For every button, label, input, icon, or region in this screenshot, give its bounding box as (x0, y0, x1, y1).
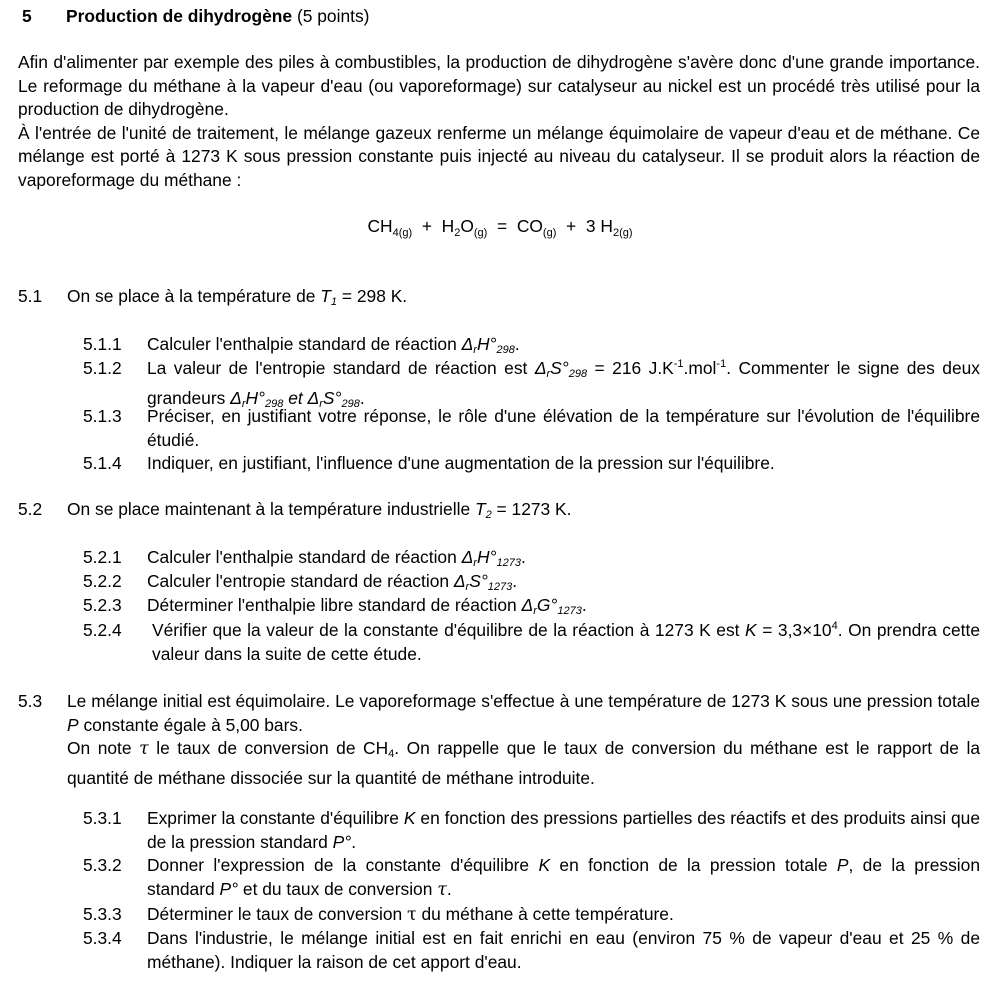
question-5-2-3: 5.2.3 Déterminer l'enthalpie libre standard de réaction $\Delta_rG^\circ_{1273}$. (83, 595, 587, 617)
question-label: 5.3 (18, 691, 43, 711)
question-5-2: 5.2 On se place maintenant à la température industrielle $T_2 = 1273$ K. (18, 499, 572, 521)
section-number: 5 (22, 6, 32, 26)
question-5-3-1: 5.3.1 Exprimer la constante d'équilibre K en fonction des pressions partielles des réactifs et des produits ainsi que de la pression standard P°. (83, 808, 980, 852)
question-label: 5.1 (18, 286, 43, 306)
reaction-equation: $CH_{4(g)} + H_2O_{(g)} = CO_{(g)} + 3$ $H_{2(g)}$ (367, 216, 633, 239)
question-label: 5.2.1 (83, 547, 122, 567)
question-5-1-3: 5.1.3 Préciser, en justifiant votre réponse, le rôle d'une élévation de la température sur l'évolution de l'équilibre étudié. (83, 406, 980, 450)
question-label: 5.2.2 (83, 571, 122, 591)
intro-paragraph-2: À l'entrée de l'unité de traitement, le mélange gazeux renferme un mélange équimolaire de vapeur d'eau et de méthane. Ce mélange est porté à 1273 K sous pression constante puis injecté au niveau du catalyseur. Il se produit alors la réaction de vaporeformage du méthane : (18, 122, 980, 190)
question-5-2-2: 5.2.2 Calculer l'entropie standard de réaction $\Delta_rS^\circ_{1273}$. (83, 571, 518, 593)
question-label: 5.1.4 (83, 453, 122, 473)
question-5-1-1: 5.1.1 Calculer l'enthalpie standard de réaction $\Delta_rH^\circ_{298}$. (83, 334, 520, 356)
question-label: 5.3.4 (83, 928, 122, 948)
question-label: 5.1.3 (83, 406, 122, 426)
section-points: (5 points) (296, 6, 370, 26)
intro-paragraph-1: Afin d'alimenter par exemple des piles à combustibles, la production de dihydrogène s'avère donc d'une grande importance. Le reformage du méthane à la vapeur d'eau (ou vaporeformage) sur catalyseur au nickel est un procédé très utilisé pour la production de dihydrogène. (18, 52, 980, 120)
question-label: 5.3.1 (83, 808, 122, 828)
question-label: 5.2.4 (83, 620, 122, 640)
section-title (22, 5, 369, 29)
question-label: 5.2.3 (83, 595, 122, 615)
question-label: 5.2 (18, 499, 43, 519)
question-5-2-1: 5.2.1 Calculer l'enthalpie standard de réaction $\Delta_rH^\circ_{1273}$. (83, 547, 526, 569)
question-label: 5.3.2 (83, 855, 122, 875)
question-5-3-4: 5.3.4 Dans l'industrie, le mélange initial est en fait enrichi en eau (environ 75 % de vapeur d'eau et 25 % de méthane). Indiquer la raison de cet apport d'eau. (83, 928, 980, 972)
question-5-3: 5.3 Le mélange initial est équimolaire. Le vaporeformage s'effectue à une température de 1273 K sous une pression totale P constante égale à 5,00 bars. On note τ le taux de conversion de $CH_4$. On rappelle que le taux de conversion du méthane est le rapport de la quantité de méthane dissociée sur la quantité de méthane introduite. (18, 691, 981, 788)
question-5-3-3: 5.3.3 Déterminer le taux de conversion τ du méthane à cette température. (83, 904, 674, 925)
question-5-1-2: 5.1.2 La valeur de l'entropie standard de réaction est $\Delta_rS^\circ_{298} = 216$ $J.K^{-1}.mol^{-1}$. Commenter le signe des deux grandeurs $\Delta_rH^\circ_{298}$ et $\Delta_rS^\circ_{298}$. (83, 358, 980, 410)
question-label: 5.1.1 (83, 334, 122, 354)
question-label: 5.3.3 (83, 904, 122, 924)
question-5-1: 5.1 On se place à la température de $T_1 = 298$ K. (18, 286, 408, 308)
intro-text (18, 51, 980, 193)
question-label: 5.1.2 (83, 358, 122, 378)
question-5-2-4: 5.2.4 Vérifier que la valeur de la constante d'équilibre de la réaction à 1273 K est $K = 3,3\times 10^4$. On prendra cette valeur dans la suite de cette étude. (83, 620, 980, 664)
question-5-3-2: 5.3.2 Donner l'expression de la constante d'équilibre K en fonction de la pression totale P, de la pression standard P° et du taux de conversion τ. (83, 855, 980, 900)
section-title-text: Production de dihydrogène (66, 6, 293, 26)
question-5-1-4: 5.1.4 Indiquer, en justifiant, l'influence d'une augmentation de la pression sur l'équilibre. (83, 452, 980, 476)
